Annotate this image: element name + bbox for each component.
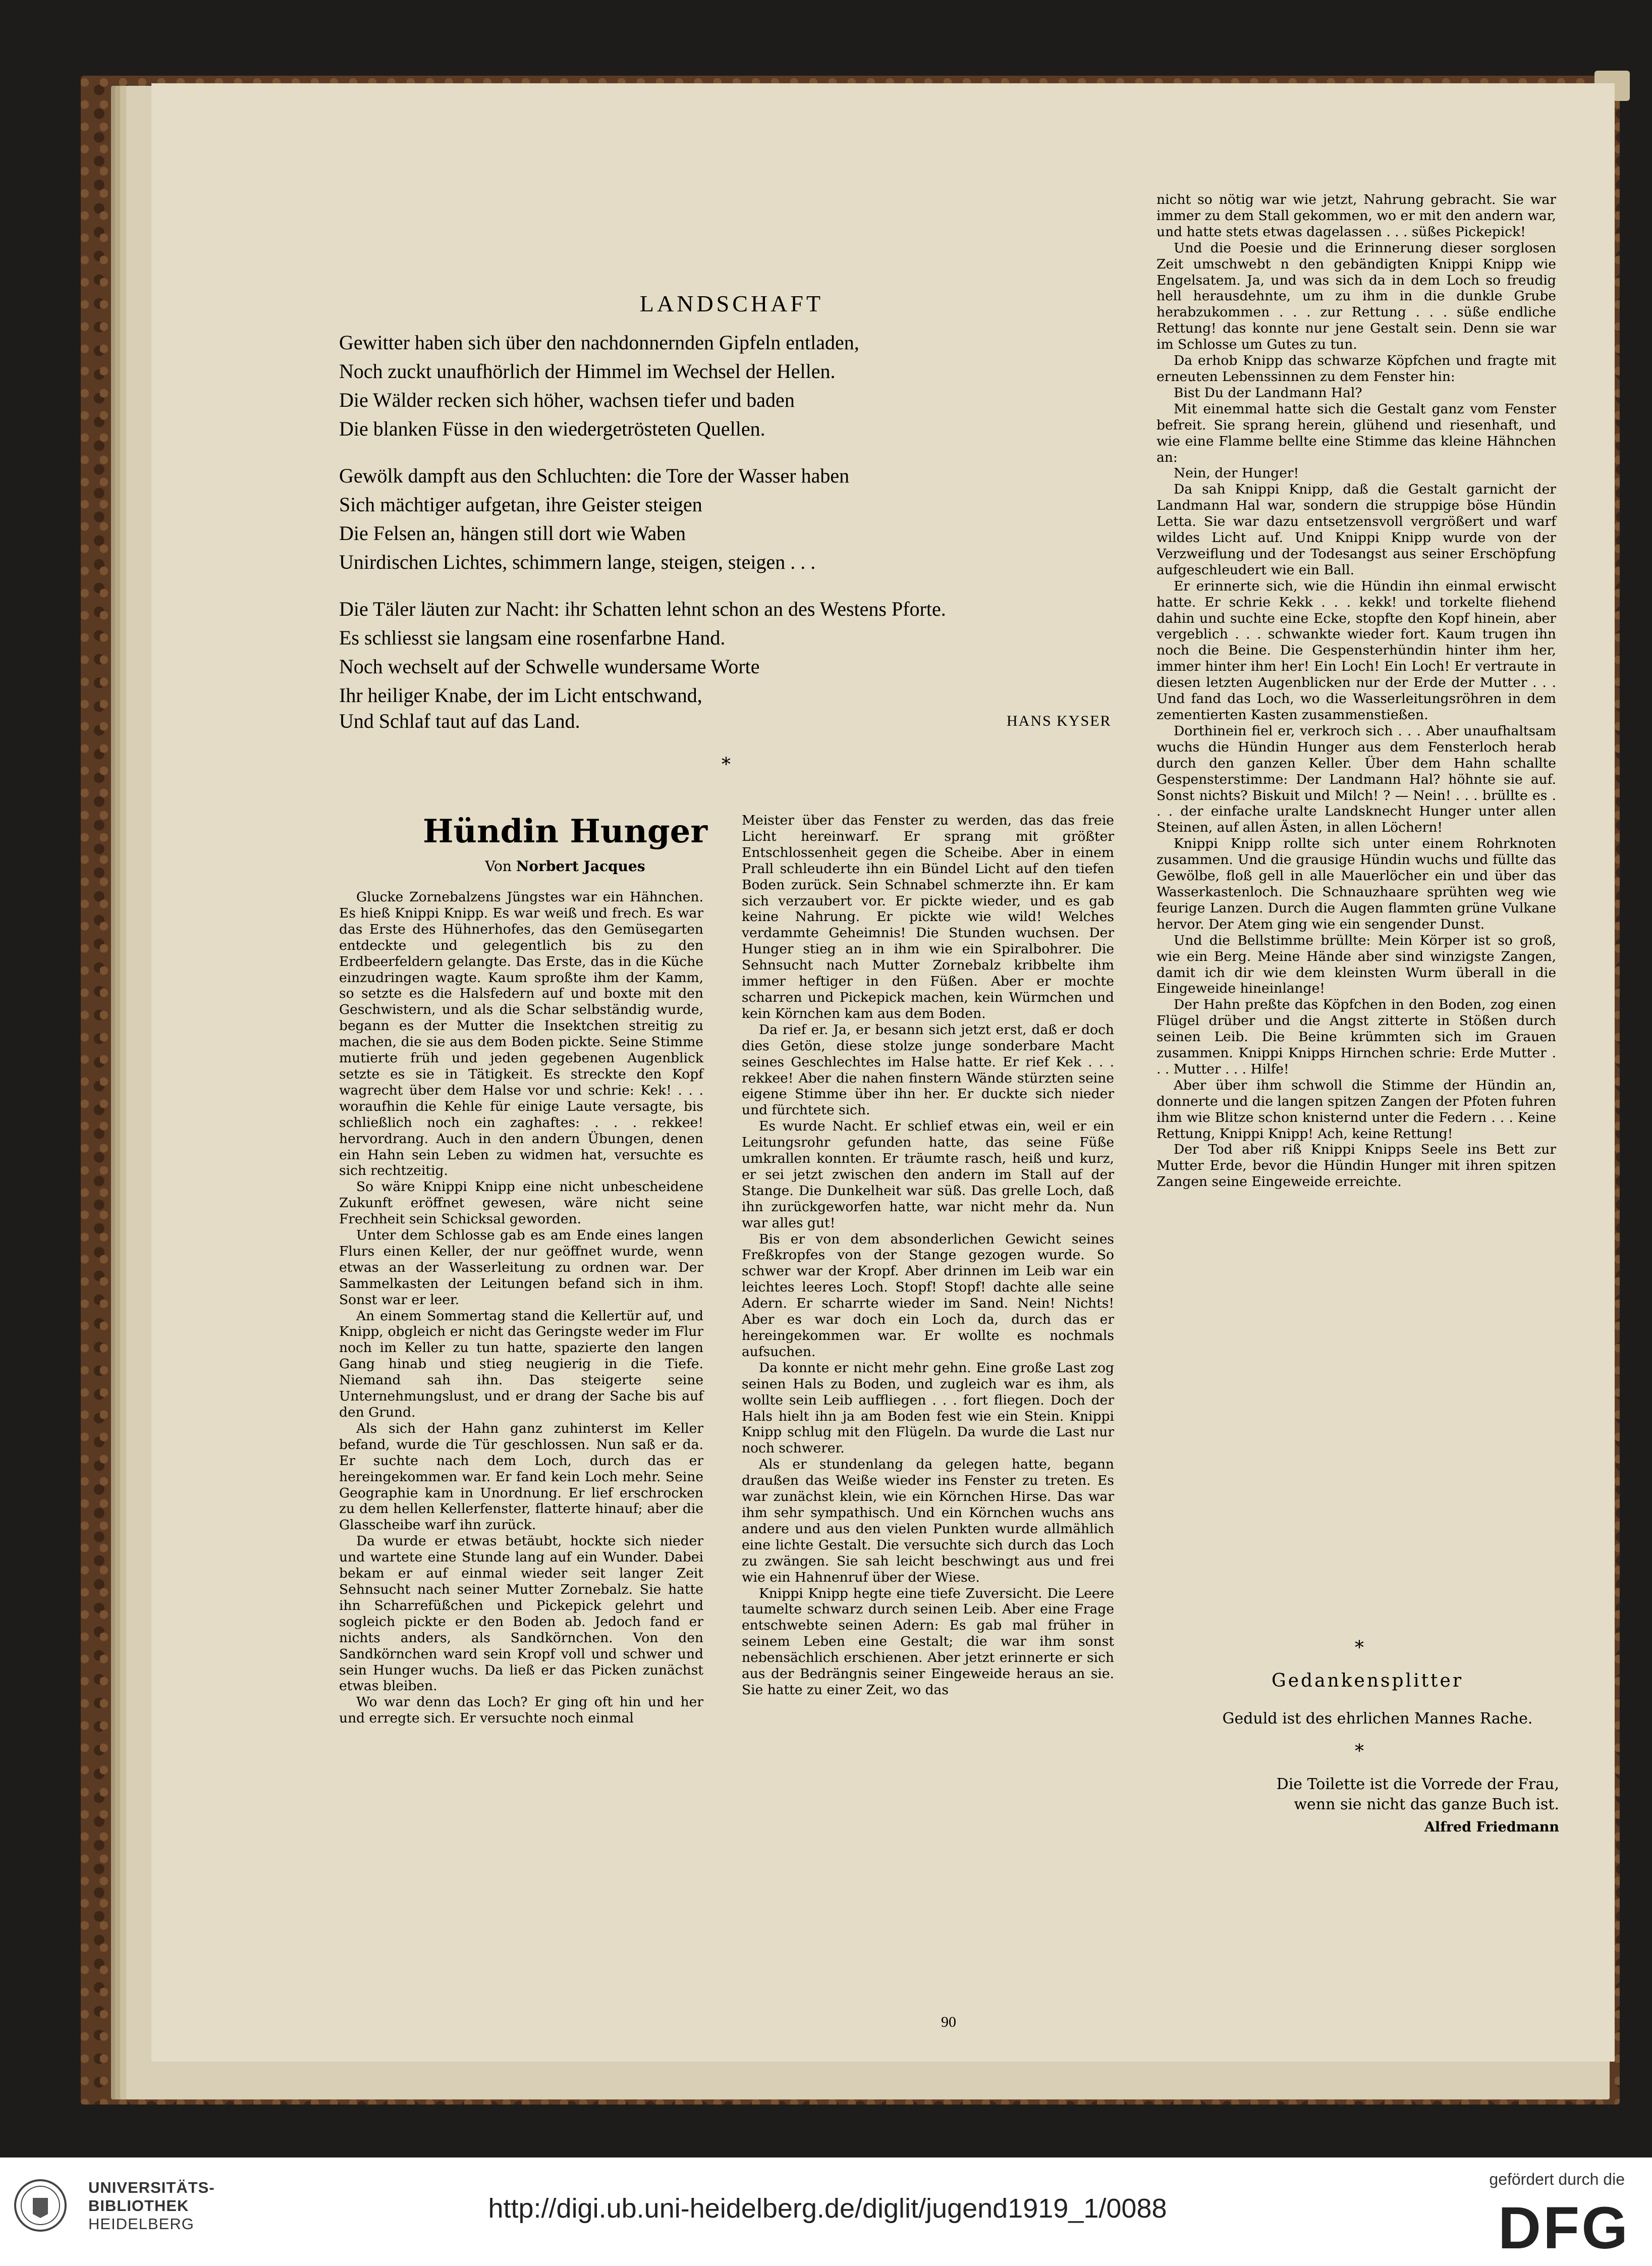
story-byline	[414, 858, 717, 875]
poem-line: Unirdischen Lichtes, schimmern lange, steigen, steigen . . .	[339, 551, 816, 573]
page-number: 90	[941, 2014, 956, 2030]
aphorism: Geduld ist des ehrlichen Mannes Rache.	[1222, 1710, 1533, 1728]
poem-body	[339, 328, 1126, 728]
poem-stanza	[339, 461, 1126, 576]
paragraph: Da sah Knippi Knipp, daß die Gestalt garnicht der Landmann Hal war, sondern die struppige böse Hündin Letta. Sie war dazu entsetzensvoll vergrößert und warf wildes Licht auf. Und Knippi Knipp wurde von der Verzweiflung und der Todesangst aus seiner Erschöpfung aufgeschleudert wie ein Ball.	[1157, 481, 1556, 578]
poem-line: Sich mächtiger aufgetan, ihre Geister steigen	[339, 493, 702, 516]
poem-author: HANS KYSER	[1007, 713, 1112, 729]
story-title: Hündin Hunger	[422, 813, 708, 850]
aphorism	[1176, 1774, 1559, 1815]
poem-title: LANDSCHAFT	[639, 291, 824, 316]
poem-line: Die Felsen an, hängen still dort wie Waben	[339, 522, 686, 545]
paragraph: Der Tod aber riß Knippi Knipps Seele ins Bett zur Mutter Erde, bevor die Hündin Hunger mit ihren spitzen Zangen seine Eingeweide erreichte.	[1157, 1142, 1556, 1190]
funding-note: gefördert durch die	[1489, 2170, 1625, 2188]
poem-line: Noch zuckt unaufhörlich der Himmel im Wechsel der Hellen.	[339, 360, 836, 383]
paragraph: Er erinnerte sich, wie die Hündin ihn einmal erwischt hatte. Er schrie Kekk . . . kekk! und torkelte fliehend dahin und suchte eine Ecke, stopfte den Kopf hinein, aber vergeblich . . . schwankte wieder fort. Kaum trugen ihn noch die Beine. Die Gespensterhündin hinter ihm her, immer hinter ihm her! Ein Loch! Ein Loch! Er vertraute in diesen letzten Augenblicken nur der Erde der Mutter . . . Und fand das Loch, wo die Wasserleitungsröhren in dem zementierten Kasten zusammenstießen.	[1157, 578, 1556, 723]
story-author: Norbert Jacques	[516, 858, 645, 875]
paragraph: Mit einemmal hatte sich die Gestalt ganz vom Fenster befreit. Sie sprang herein, glühend und riesenhaft, und wie eine Flamme bellte eine Stimme das kleine Hähnchen an:	[1157, 401, 1556, 465]
paragraph: Bis er von dem absonderlichen Gewicht seines Freßkropfes von der Stange gezogen wurde. So schwer war der Kropf. Aber drinnen im Leib war ein leichtes leeres Loch. Stopf! Stopf! dachte alle seine Adern. Er scharrte wieder im Sand. Nein! Nichts! Aber es war doch ein Loch da, durch das er hereingekommen war. Er wollte es nochmals aufsuchen.	[742, 1231, 1114, 1360]
paragraph: Aber über ihm schwoll die Stimme der Hündin an, donnerte und die langen spitzen Zangen der Pfoten fuhren ihm wie Blitze schon knisternd unter die Federn . . . Keine Rettung, Knippi Knipp! Ach, keine Rettung!	[1157, 1077, 1556, 1142]
poem-final-line: Und Schlaf taut auf das Land.	[339, 710, 580, 732]
paragraph: Nein, der Hunger!	[1174, 465, 1299, 481]
paragraph: An einem Sommertag stand die Kellertür auf, und Knipp, obgleich er nicht das Geringste weder im Flur noch im Keller zu tun hatte, spazierte den langen Gang hinab und stieg neugierig in die Tiefe. Niemand sah ihn. Das steigerte seine Unternehmungslust, und er drang der Sache bis auf den Grund.	[339, 1308, 703, 1420]
library-name	[88, 2179, 290, 2233]
paragraph: Da rief er. Ja, er besann sich jetzt erst, daß er doch dies Getön, diese stolze junge sonderbare Macht seines Geschlechtes im Halse hatte. Er rief Kek . . . rekkee! Aber die nahen finstern Wände stürzten seine eigene Stimme über ihn her. Er duckte sich nieder und fürchtete sich.	[742, 1021, 1114, 1118]
paragraph: Es wurde Nacht. Er schlief etwas ein, weil er ein Leitungsrohr gefunden hatte, das seine Füße umkrallen konnten. Er träumte rasch, heiß und kurz, er sei jetzt zwischen den andern im Stall auf der Stange. Die Dunkelheit war süß. Das grelle Loch, daß ihn zurückgeworfen hatte, war nicht mehr da. Nun war alles gut!	[742, 1118, 1114, 1231]
poem-line: Ihr heiliger Knabe, der im Licht entschwand,	[339, 684, 702, 707]
paragraph: Unter dem Schlosse gab es am Ende eines langen Flurs einen Keller, der nur geöffnet wurde, wenn etwas an der Wasserleitung zu ordnen war. Der Sammelkasten der Leitungen befand sich in ihm. Sonst war er leer.	[339, 1227, 703, 1308]
poem-line: Die blanken Füsse in den wiedergetrösteten Quellen.	[339, 417, 765, 440]
separator-star: *	[1355, 1638, 1364, 1658]
paragraph: Bist Du der Landmann Hal?	[1174, 385, 1362, 401]
poem-line: Die Täler läuten zur Nacht: ihr Schatten lehnt schon an des Westens Pforte.	[339, 598, 946, 620]
poem-stanza	[339, 595, 1126, 710]
story-column-1	[339, 889, 703, 1727]
gedankensplitter-title: Gedankensplitter	[1271, 1670, 1464, 1691]
paragraph: Meister über das Fenster zu werden, das das freie Licht hereinwarf. Er sprang mit größter Entschlossenheit gegen die Scheibe. Aber in einem Prall schleuderte ihn ein Bündel Licht auf den tiefen Boden zurück. Sein Schnabel schmerzte ihn. Er kam sich verzaubert vor. Er pickte wieder, und es gab keine Nahrung. Er pickte wie wild! Welches verdammte Geheimnis! Die Stunden wuchsen. Der Hunger stieg an in ihm wie ein Spiralbohrer. Die Sehnsucht nach Mutter Zornebalz kribbelte ihm immer heftiger in den Füßen. Aber er mochte scharren und Pickepick machen, kein Würmchen und kein Körnchen kam aus dem Boden.	[742, 813, 1114, 1021]
paragraph: Als sich der Hahn ganz zuhinterst im Keller befand, wurde die Tür geschlossen. Nun saß er da. Er suchte nach dem Loch, durch das er hereingekommen war. Er fand kein Loch mehr. Seine Geographie kam in Unordnung. Er lief erschrocken zu dem hellen Kellerfenster, flatterte hinauf; aber die Glasscheibe warf ihn zurück.	[339, 1420, 703, 1533]
paragraph: Wo war denn das Loch? Er ging oft hin und her und erregte sich. Er versuchte noch einmal	[339, 1694, 703, 1727]
paragraph: Knippi Knipp hegte eine tiefe Zuversicht. Die Leere taumelte schwarz durch seinen Leib. Aber eine Frage entschwebte seinen Adern: Es gab mal früher in seinem Leben eine Gestalt; die war ihm sonst nebensächlich erschienen. Aber jetzt erinnerte er sich aus der Bedrängnis seiner Eingeweide heraus an sie. Sie hatte zu einer Zeit, wo das	[742, 1585, 1114, 1698]
paragraph: Da wurde er etwas betäubt, hockte sich nieder und wartete eine Stunde lang auf ein Wunder. Dabei bekam er auf einmal wieder seit langer Zeit Sehnsucht nach seiner Mutter Zornebalz. Sie hatte ihn Scharrefüßchen und Pickepick gelehrt und sogleich pickte er den Boden ab. Jedoch fand er nichts anders, als Sandkörnchen. Von den Sandkörnchen ward sein Kropf voll und schwer und sein Hunger wuchs. Da ließ er das Picken zunächst etwas bleiben.	[339, 1533, 703, 1694]
university-seal-icon	[13, 2178, 68, 2233]
paragraph: Da erhob Knipp das schwarze Köpfchen und fragte mit erneuten Lebenssinnen zu dem Fenster hin:	[1157, 353, 1556, 385]
paragraph: Glucke Zornebalzens Jüngstes war ein Hähnchen. Es hieß Knippi Knipp. Es war weiß und frech. Es war das Erste des Hühnerhofes, das den Gemüsegarten entdeckte und gelegentlich bis zu den Erdbeerfeldern gelangte. Das Erste, das in die Küche einzudringen wagte. Kaum sproßte ihm der Kamm, so setzte es die Halsfedern auf und boxte mit den Geschwistern, und als die Schar selbständig wurde, begann es der Mutter die Insektchen streitig zu machen, die sie aus dem Boden pickte. Seine Stimme mutierte früh und jeden gegebenen Augenblick setzte es sie in Tätigkeit. Es streckte den Kopf wagrecht über dem Halse vor und schrie: Kek! . . . woraufhin die Kehle für einige Laute versagte, bis schließlich noch ein zaghaftes: . . . rekkee! hervordrang. Auch in den andern Übungen, denen ein Hahn sein Leben zu widmen hat, versuchte es sich rechtzeitig.	[339, 889, 703, 1179]
aphorism-line: Die Toilette ist die Vorrede der Frau,	[1276, 1775, 1559, 1793]
paragraph: nicht so nötig war wie jetzt, Nahrung gebracht. Sie war immer zu dem Stall gekommen, wo er mit den andern war, und hatte stets etwas dagelassen . . . süßes Pickepick!	[1157, 192, 1556, 240]
footer-bar	[0, 2157, 1652, 2266]
aphorism-line: wenn sie nicht das ganze Buch ist.	[1294, 1796, 1559, 1813]
library-line: HEIDELBERG	[88, 2215, 194, 2233]
aphorism-author: Alfred Friedmann	[1424, 1819, 1559, 1835]
byline-prefix: Von	[485, 858, 512, 875]
source-url-link[interactable]: http://digi.ub.uni-heidelberg.de/diglit/jugend1919_1/0088	[488, 2193, 1167, 2224]
story-column-2	[742, 813, 1114, 1698]
paragraph: Und die Poesie und die Erinnerung dieser sorglosen Zeit umschwebt n den gebändigten Knippi Knipp wie Engelsatem. Ja, und was sich da in dem Loch so freudig hell herausdehnte, um zu ihm in die dunkle Grube herabzukommen . . . zur Rettung . . . süße endliche Rettung! das konnte nur jene Gestalt sein. Denn sie war im Schlosse um Gutes zu tun.	[1157, 240, 1556, 353]
paragraph: Dorthinein fiel er, verkroch sich . . . Aber unaufhaltsam wuchs die Hündin Hunger aus dem Fensterloch herab durch den ganzen Keller. Über dem Hahn schallte Gespensterstimme: Der Landmann Hal? höhnte sie auf. Sonst nichts? Biskuit und Milch! ? — Nein! . . . brüllte es . . . der einfache uralte Landsknecht Hunger unter allen Steinen, auf allen Ästen, in allen Löchern!	[1157, 723, 1556, 836]
separator-star: *	[1355, 1741, 1364, 1762]
paragraph: Als er stundenlang da gelegen hatte, begann draußen das Weiße wieder ins Fenster zu treten. Es war zunächst klein, wie ein Körnchen Hirse. Das war ihm sehr sympathisch. Und ein Körnchen wuchs ans andere und aus den vielen Punkten wurde allmählich eine lichte Gestalt. Die versuchte sich durch das Loch zu zwängen. Sie sah leicht beschwingt aus und frei wie ein Hahnenruf über der Wiese.	[742, 1456, 1114, 1585]
poem-stanza	[339, 328, 1126, 443]
poem-line: Gewitter haben sich über den nachdonnernden Gipfeln entladen,	[339, 331, 859, 354]
paragraph: Knippi Knipp rollte sich unter einem Rohrknoten zusammen. Und die grausige Hündin wuchs und füllte das Gewölbe, floß gell in alle Mauerlöcher ein und über das Wasserkastenloch. Die Schnauzhaare sprühten weg wie feurige Lanzen. Durch die Augen flammten grüne Vulkane hervor. Der Atem ging wie ein sengender Dunst.	[1157, 836, 1556, 932]
story-column-3	[1157, 192, 1556, 1190]
paragraph: So wäre Knippi Knipp eine nicht unbescheidene Zukunft eröffnet gewesen, wäre nicht seine Frechheit sein Schicksal geworden.	[339, 1179, 703, 1227]
separator-star: *	[722, 754, 731, 775]
poem-line: Die Wälder recken sich höher, wachsen tiefer und baden	[339, 389, 795, 411]
paragraph: Da konnte er nicht mehr gehn. Eine große Last zog seinen Hals zu Boden, und zugleich war es ihm, als wollte sein Leib auffliegen . . . fort fliegen. Doch der Hals hielt ihn ja am Boden fest wie ein Stein. Knippi Knipp schlug mit den Flügeln. Da wurde die Last nur noch schwerer.	[742, 1360, 1114, 1456]
library-line: UNIVERSITÄTS-	[88, 2179, 215, 2196]
poem-line: Noch wechselt auf der Schwelle wundersame Worte	[339, 655, 760, 678]
dfg-logo: DFG	[1498, 2195, 1630, 2261]
paragraph: Der Hahn preßte das Köpfchen in den Boden, zog einen Flügel drüber und die Angst zitterte in Stößen durch seinen Leib. Die Beine krümmten sich im Grauen zusammen. Knippi Knipps Hirnchen schrie: Erde Mutter . . . Mutter . . . Hilfe!	[1157, 997, 1556, 1077]
poem-line: Gewölk dampft aus den Schluchten: die Tore der Wasser haben	[339, 464, 850, 487]
library-line: BIBLIOTHEK	[88, 2197, 189, 2215]
paragraph: Und die Bellstimme brüllte: Mein Körper ist so groß, wie ein Berg. Meine Hände aber sind winzigste Zangen, damit ich dir wie dem kleinsten Wurm überall in die Eingeweide hineinlange!	[1157, 932, 1556, 997]
poem-line: Es schliesst sie langsam eine rosenfarbne Hand.	[339, 626, 726, 649]
